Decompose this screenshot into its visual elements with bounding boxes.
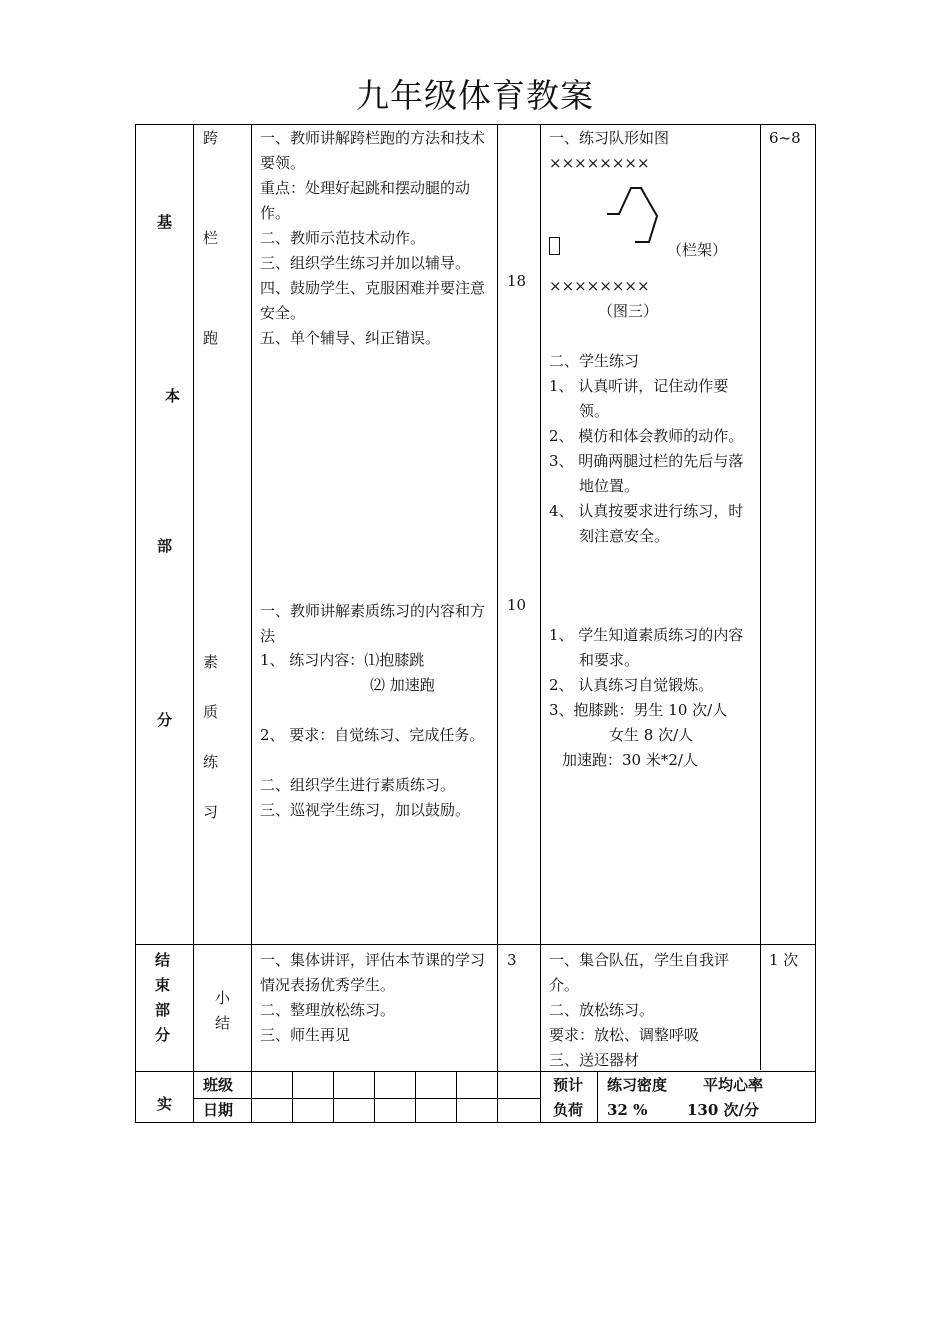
quality-content: 1、 练习内容：⑴抱膝跳: [260, 651, 425, 669]
section-char: 部: [155, 1001, 171, 1019]
section-char: 分: [155, 1026, 171, 1044]
list-item: 1、 认真听讲，记住动作要领。: [549, 377, 729, 420]
table-line: [193, 1098, 540, 1099]
hurdle-time: 18: [507, 272, 527, 290]
quality-time: 10: [507, 596, 527, 614]
table-line: [135, 124, 136, 1123]
hurdle-char: 栏: [203, 229, 219, 247]
table-line: [193, 124, 194, 1123]
text-line: 五、单个辅导、纠正错误。: [260, 329, 441, 347]
list-item: 1、 学生知道素质练习的内容和要求。: [549, 626, 744, 669]
page-title: 九年级体育教案: [356, 76, 594, 115]
text-line: 三、组织学生练习并加以辅导。: [260, 254, 471, 272]
table-line: [135, 124, 816, 125]
lesson-plan-table: [135, 124, 816, 1123]
list-item: 4、 认真按要求进行练习，时刻注意安全。: [549, 502, 744, 545]
ending-teacher-activity: [260, 948, 492, 1048]
density-label: 练习密度: [607, 1076, 668, 1094]
quality-char: 素: [203, 653, 219, 671]
text-line: 一、教师讲解跨栏跑的方法和技术要领。: [260, 129, 486, 172]
section-char: 部: [157, 537, 173, 555]
load-label: 预计: [553, 1076, 584, 1094]
summary-char: 小: [215, 989, 231, 1007]
text-line: 二、放松练习。: [549, 1001, 655, 1019]
figure-caption: （图三）: [598, 302, 659, 320]
sprint-requirement: 加速跑：30 米*2/人: [562, 751, 698, 769]
text-line: 三、师生再见: [260, 1026, 351, 1044]
text-line: 四、鼓励学生、克服困难并要注意安全。: [260, 279, 486, 322]
text-line: 要求：放松、调整呼吸: [549, 1026, 700, 1044]
table-line: [760, 124, 761, 1070]
quality-char: 习: [203, 803, 219, 821]
text-line: 二、整理放松练习。: [260, 1001, 396, 1019]
heart-rate-value: 130 次/分: [687, 1101, 760, 1119]
list-item: 2、 模仿和体会教师的动作。: [549, 427, 744, 445]
hurdle-teacher-activity: [260, 126, 492, 351]
rack-label: （栏架）: [667, 241, 728, 259]
quality-requirement: 2、 要求：自觉练习、完成任务。: [260, 726, 485, 744]
text-line: 一、集合队伍，学生自我评介。: [549, 951, 730, 994]
student-title: 二、学生练习: [549, 352, 640, 370]
formation-title: 一、练习队形如图: [549, 129, 670, 147]
table-line: [815, 124, 816, 1123]
table-line: [540, 124, 541, 1123]
female-requirement: 女生 8 次/人: [609, 726, 694, 744]
summary-char: 结: [215, 1014, 231, 1032]
text-line: 二、教师示范技术动作。: [260, 229, 426, 247]
rack-shape: [607, 188, 657, 242]
quality-content-2: ⑵ 加速跑: [370, 676, 435, 694]
ending-time: 3: [507, 951, 517, 969]
implement-label: 实: [157, 1095, 173, 1113]
table-line: [135, 944, 816, 945]
hurdle-char: 跑: [203, 329, 219, 347]
ending-section-label: [155, 948, 173, 1048]
text-line: 一、集体讲评，评估本节课的学习情况表扬优秀学生。: [260, 951, 486, 994]
heart-rate-label: 平均心率: [703, 1076, 764, 1094]
hurdle-rack-diagram: [605, 184, 665, 250]
knee-jump-requirement: 3、抱膝跳：男生 10 次/人: [549, 701, 728, 719]
formation-row: ××××××××: [549, 277, 650, 295]
hurdle-char: 跨: [203, 129, 219, 147]
quality-organize: 二、组织学生进行素质练习。: [260, 776, 456, 794]
quality-student-list: [549, 623, 754, 698]
table-line: [597, 1072, 598, 1123]
formation-row: ××××××××: [549, 154, 650, 172]
section-char: 基: [157, 213, 173, 231]
density-value: 32 %: [607, 1101, 648, 1119]
box-placeholder-icon: [549, 237, 560, 255]
quality-teacher-intro: 一、教师讲解素质练习的内容和方法: [260, 602, 486, 645]
date-label: 日期: [203, 1101, 234, 1119]
text-line: 重点：处理好起跳和摆动腿的动作。: [260, 179, 471, 222]
list-item: 2、 认真练习自觉锻炼。: [549, 676, 714, 694]
section-char: 本: [165, 387, 181, 405]
section-char: 结: [155, 951, 171, 969]
table-line: [251, 124, 252, 1123]
table-line: [497, 124, 498, 1123]
text-line: 三、送还器材: [549, 1051, 640, 1069]
ending-count: 1 次: [769, 951, 799, 969]
hurdle-student-list: [549, 374, 754, 549]
hurdle-count: 6~8: [769, 129, 801, 147]
quality-char: 质: [203, 703, 219, 721]
ending-student-activity: [549, 948, 756, 1073]
class-label: 班级: [203, 1076, 234, 1094]
section-char: 分: [157, 711, 173, 729]
section-char: 束: [155, 976, 171, 994]
load-label: 负荷: [553, 1101, 584, 1119]
quality-patrol: 三、巡视学生练习，加以鼓励。: [260, 801, 471, 819]
quality-char: 练: [203, 753, 219, 771]
list-item: 3、 明确两腿过栏的先后与落地位置。: [549, 452, 744, 495]
